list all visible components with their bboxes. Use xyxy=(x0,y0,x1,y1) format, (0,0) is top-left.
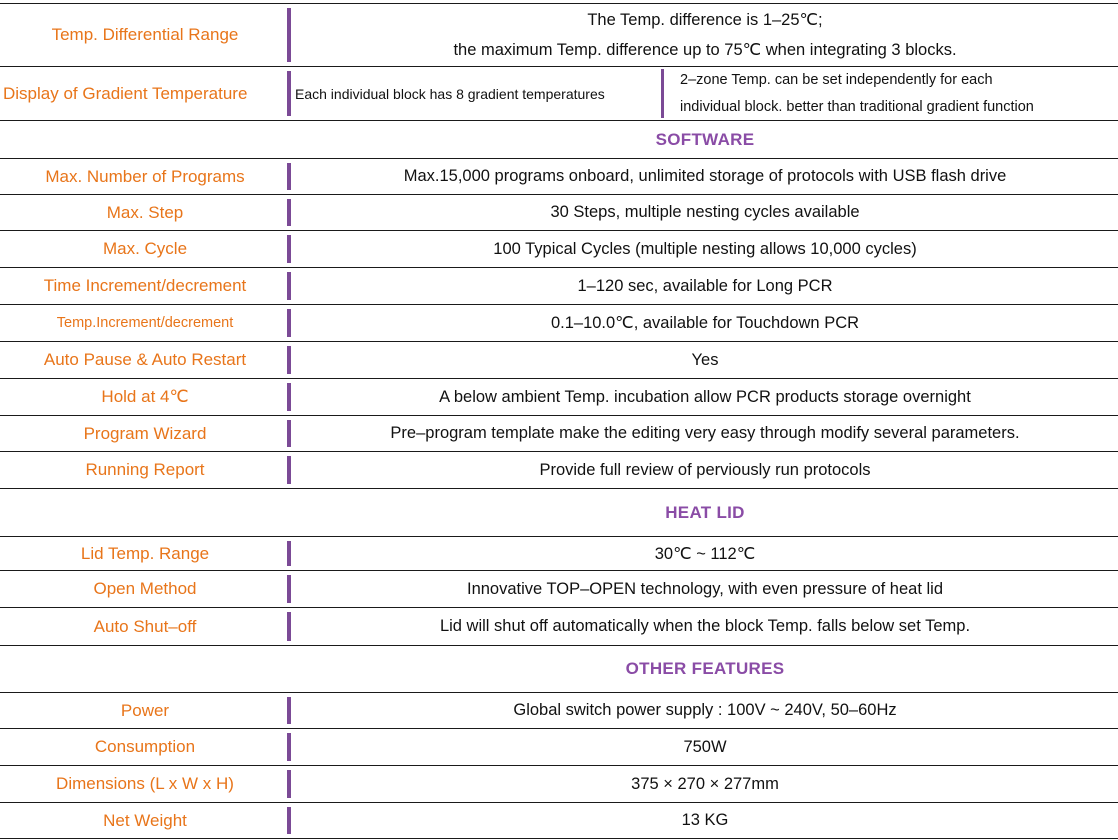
spec-value-right xyxy=(666,67,1118,120)
spec-value: Max.15,000 programs onboard, unlimited storage of protocols with USB flash drive xyxy=(403,167,1007,185)
spec-value-left: Each individual block has 8 gradient temperatures xyxy=(295,85,605,102)
spec-value: Yes xyxy=(691,350,719,369)
cell-divider xyxy=(661,69,664,118)
spec-label: Temp. Differential Range xyxy=(51,25,239,44)
spec-label: Power xyxy=(120,700,170,720)
spec-label: Auto Pause & Auto Restart xyxy=(43,350,247,369)
spec-label: Max. Number of Programs xyxy=(45,166,245,186)
spec-value: Provide full review of perviously run protocols xyxy=(539,460,871,479)
spec-label: Consumption xyxy=(94,737,196,756)
spec-value: Pre–program template make the editing very easy through modify several parameters. xyxy=(390,424,1020,442)
spec-value: Lid will shut off automatically when the block Temp. falls below set Temp. xyxy=(439,617,971,635)
row-divider xyxy=(287,8,291,62)
section-title: SOFTWARE xyxy=(655,129,755,149)
spec-label: Display of Gradient Temperature xyxy=(3,83,248,103)
spec-row-temp-differential xyxy=(0,3,1118,67)
row-divider xyxy=(287,272,291,300)
section-header-other-features xyxy=(0,646,1118,693)
row-divider xyxy=(287,807,291,834)
row-divider xyxy=(287,420,291,447)
spec-value: 750W xyxy=(683,737,727,756)
spec-label: Running Report xyxy=(85,460,205,479)
spec-label: Net Weight xyxy=(103,810,187,830)
row-divider xyxy=(287,163,291,190)
spec-label: Lid Temp. Range xyxy=(80,543,210,563)
spec-row xyxy=(0,305,1118,342)
row-divider xyxy=(287,575,291,603)
row-divider xyxy=(287,541,291,566)
spec-value: 30 Steps, multiple nesting cycles available xyxy=(550,203,860,221)
spec-value: 13 KG xyxy=(681,811,729,829)
spec-label: Dimensions (L x W x H) xyxy=(56,774,234,793)
spec-value: 30℃ ~ 112℃ xyxy=(654,544,756,563)
row-divider xyxy=(287,770,291,798)
spec-value: Innovative TOP–OPEN technology, with even pressure of heat lid xyxy=(466,579,944,598)
spec-value: 375 × 270 × 277mm xyxy=(631,774,779,793)
spec-value: A below ambient Temp. incubation allow PCR products storage overnight xyxy=(439,387,971,406)
spec-value xyxy=(292,4,1118,66)
spec-value: 100 Typical Cycles (multiple nesting allows 10,000 cycles) xyxy=(493,239,917,258)
spec-value: 1–120 sec, available for Long PCR xyxy=(577,276,833,295)
spec-row xyxy=(0,195,1118,231)
spec-label: Program Wizard xyxy=(83,423,207,443)
spec-row xyxy=(0,379,1118,416)
row-divider xyxy=(287,456,291,484)
row-divider xyxy=(287,733,291,761)
spec-label: Temp.Increment/decrement xyxy=(56,315,234,331)
section-header-heat-lid xyxy=(0,489,1118,537)
row-divider xyxy=(287,612,291,641)
row-divider xyxy=(287,71,291,116)
spec-row xyxy=(0,231,1118,268)
spec-row-gradient-display xyxy=(0,67,1118,121)
spec-row xyxy=(0,608,1118,646)
spec-label: Auto Shut–off xyxy=(93,616,197,636)
spec-row xyxy=(0,571,1118,608)
spec-row xyxy=(0,537,1118,571)
row-divider xyxy=(287,309,291,337)
section-header-software xyxy=(0,121,1118,159)
spec-value-line: the maximum Temp. difference up to 75℃ when integrating 3 blocks. xyxy=(453,41,957,59)
spec-row xyxy=(0,268,1118,305)
row-divider xyxy=(287,697,291,724)
spec-label: Max. Cycle xyxy=(102,239,188,258)
spec-value: 0.1–10.0℃, available for Touchdown PCR xyxy=(550,314,860,332)
spec-row xyxy=(0,766,1118,803)
spec-label: Max. Step xyxy=(106,202,184,222)
spec-row xyxy=(0,803,1118,839)
row-divider xyxy=(287,346,291,374)
section-title: HEAT LID xyxy=(665,502,745,522)
spec-value-line: 2–zone Temp. can be set independently for each xyxy=(680,71,993,88)
row-divider xyxy=(287,383,291,411)
spec-value: Global switch power supply : 100V ~ 240V, 50–60Hz xyxy=(513,701,897,719)
spec-row xyxy=(0,342,1118,379)
spec-row xyxy=(0,416,1118,452)
spec-row xyxy=(0,693,1118,729)
spec-value-line: individual block. better than traditional gradient function xyxy=(680,98,1034,115)
spec-row xyxy=(0,729,1118,766)
spec-label: Open Method xyxy=(93,579,197,598)
spec-value-line: The Temp. difference is 1–25℃; xyxy=(587,11,823,29)
row-divider xyxy=(287,235,291,263)
spec-row xyxy=(0,452,1118,489)
section-title: OTHER FEATURES xyxy=(625,659,785,678)
row-divider xyxy=(287,199,291,226)
spec-label: Time Increment/decrement xyxy=(43,276,247,295)
spec-label: Hold at 4℃ xyxy=(101,387,189,406)
spec-row xyxy=(0,159,1118,195)
